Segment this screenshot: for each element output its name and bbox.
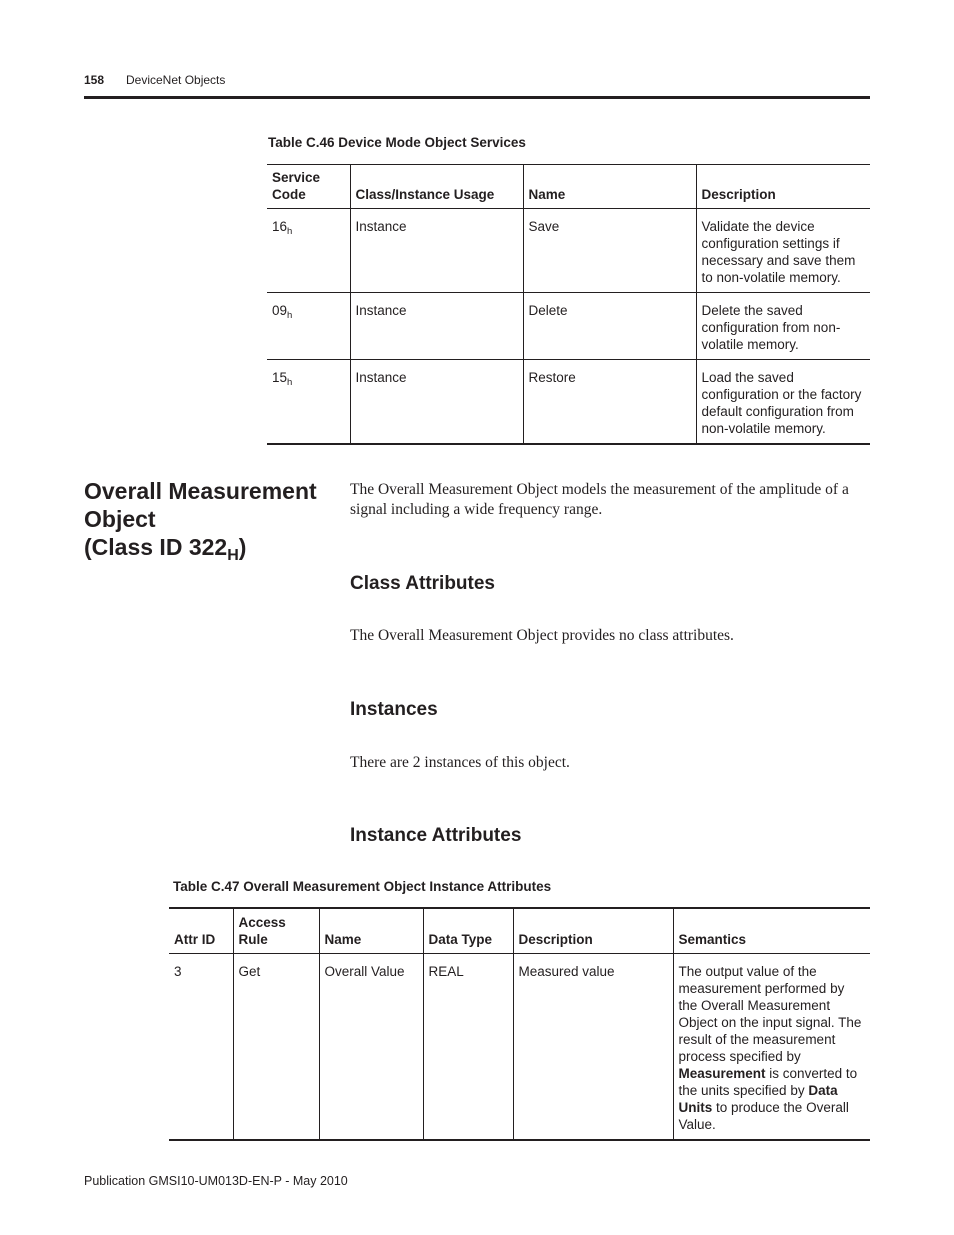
section-title: Overall Measurement Object (Class ID $322_H$) [84,478,317,564]
attr-id-cell: 3 [169,954,233,1141]
description-cell: Measured value [513,954,673,1141]
usage-cell: Instance [350,293,523,360]
table-header-row [169,908,870,954]
col-header-name: Name [523,165,696,209]
table-c47 [169,907,870,1141]
col-header-name: Name [319,908,423,954]
usage-cell: Instance [350,209,523,293]
data-type-cell: REAL [423,954,513,1141]
class-attributes-text: The Overall Measurement Object provides no class attributes. [350,627,734,644]
col-header-usage: Class/Instance Usage [350,165,523,209]
description-cell: Validate the device configuration settings if necessary and save them to non-volatile memory. [696,209,870,293]
name-cell: Overall Value [319,954,423,1141]
service-code-cell: $15_h$ [267,360,350,445]
col-header-attr-id: Attr ID [169,908,233,954]
name-cell: Restore [523,360,696,445]
table-row [169,954,870,1141]
footer-publication: Publication GMSI10-UM013D-EN-P - May 2010 [84,1174,348,1188]
class-attributes-heading: Class Attributes [350,573,495,594]
col-header-service-code: Service Code [267,165,350,209]
table-row [267,209,870,293]
running-header-title: DeviceNet Objects [126,73,226,87]
col-header-data-type: Data Type [423,908,513,954]
table-row [267,293,870,360]
description-cell: Delete the saved configuration from non-volatile memory. [696,293,870,360]
usage-cell: Instance [350,360,523,445]
instance-attributes-heading: Instance Attributes [350,825,522,846]
section-intro: The Overall Measurement Object models the measurement of the amplitude of a signal including a wide frequency range. [350,481,849,518]
table-c46-caption: Table C.46 Device Mode Object Services [268,135,526,150]
instances-heading: Instances [350,699,438,720]
page-number: 158 [84,73,105,87]
instances-text: There are 2 instances of this object. [350,754,570,771]
service-code-cell: $09_h$ [267,293,350,360]
table-header-row [267,165,870,209]
table-c46 [267,164,870,445]
semantics-cell: The output value of the measurement performed by the Overall Measurement Object on the input signal. The result of the measurement process specified by Measurement is converted to the units specified by Data Units to produce the Overall Value. [673,954,870,1141]
table-row [267,360,870,445]
header-rule [84,96,870,99]
name-cell: Delete [523,293,696,360]
col-header-semantics: Semantics [673,908,870,954]
name-cell: Save [523,209,696,293]
description-cell: Load the saved configuration or the factory default configuration from non-volatile memory. [696,360,870,445]
table-c47-caption: Table C.47 Overall Measurement Object Instance Attributes [173,879,552,894]
col-header-description: Description [696,165,870,209]
service-code-cell: $16_h$ [267,209,350,293]
col-header-description: Description [513,908,673,954]
access-rule-cell: Get [233,954,319,1141]
col-header-access-rule: Access Rule [233,908,319,954]
